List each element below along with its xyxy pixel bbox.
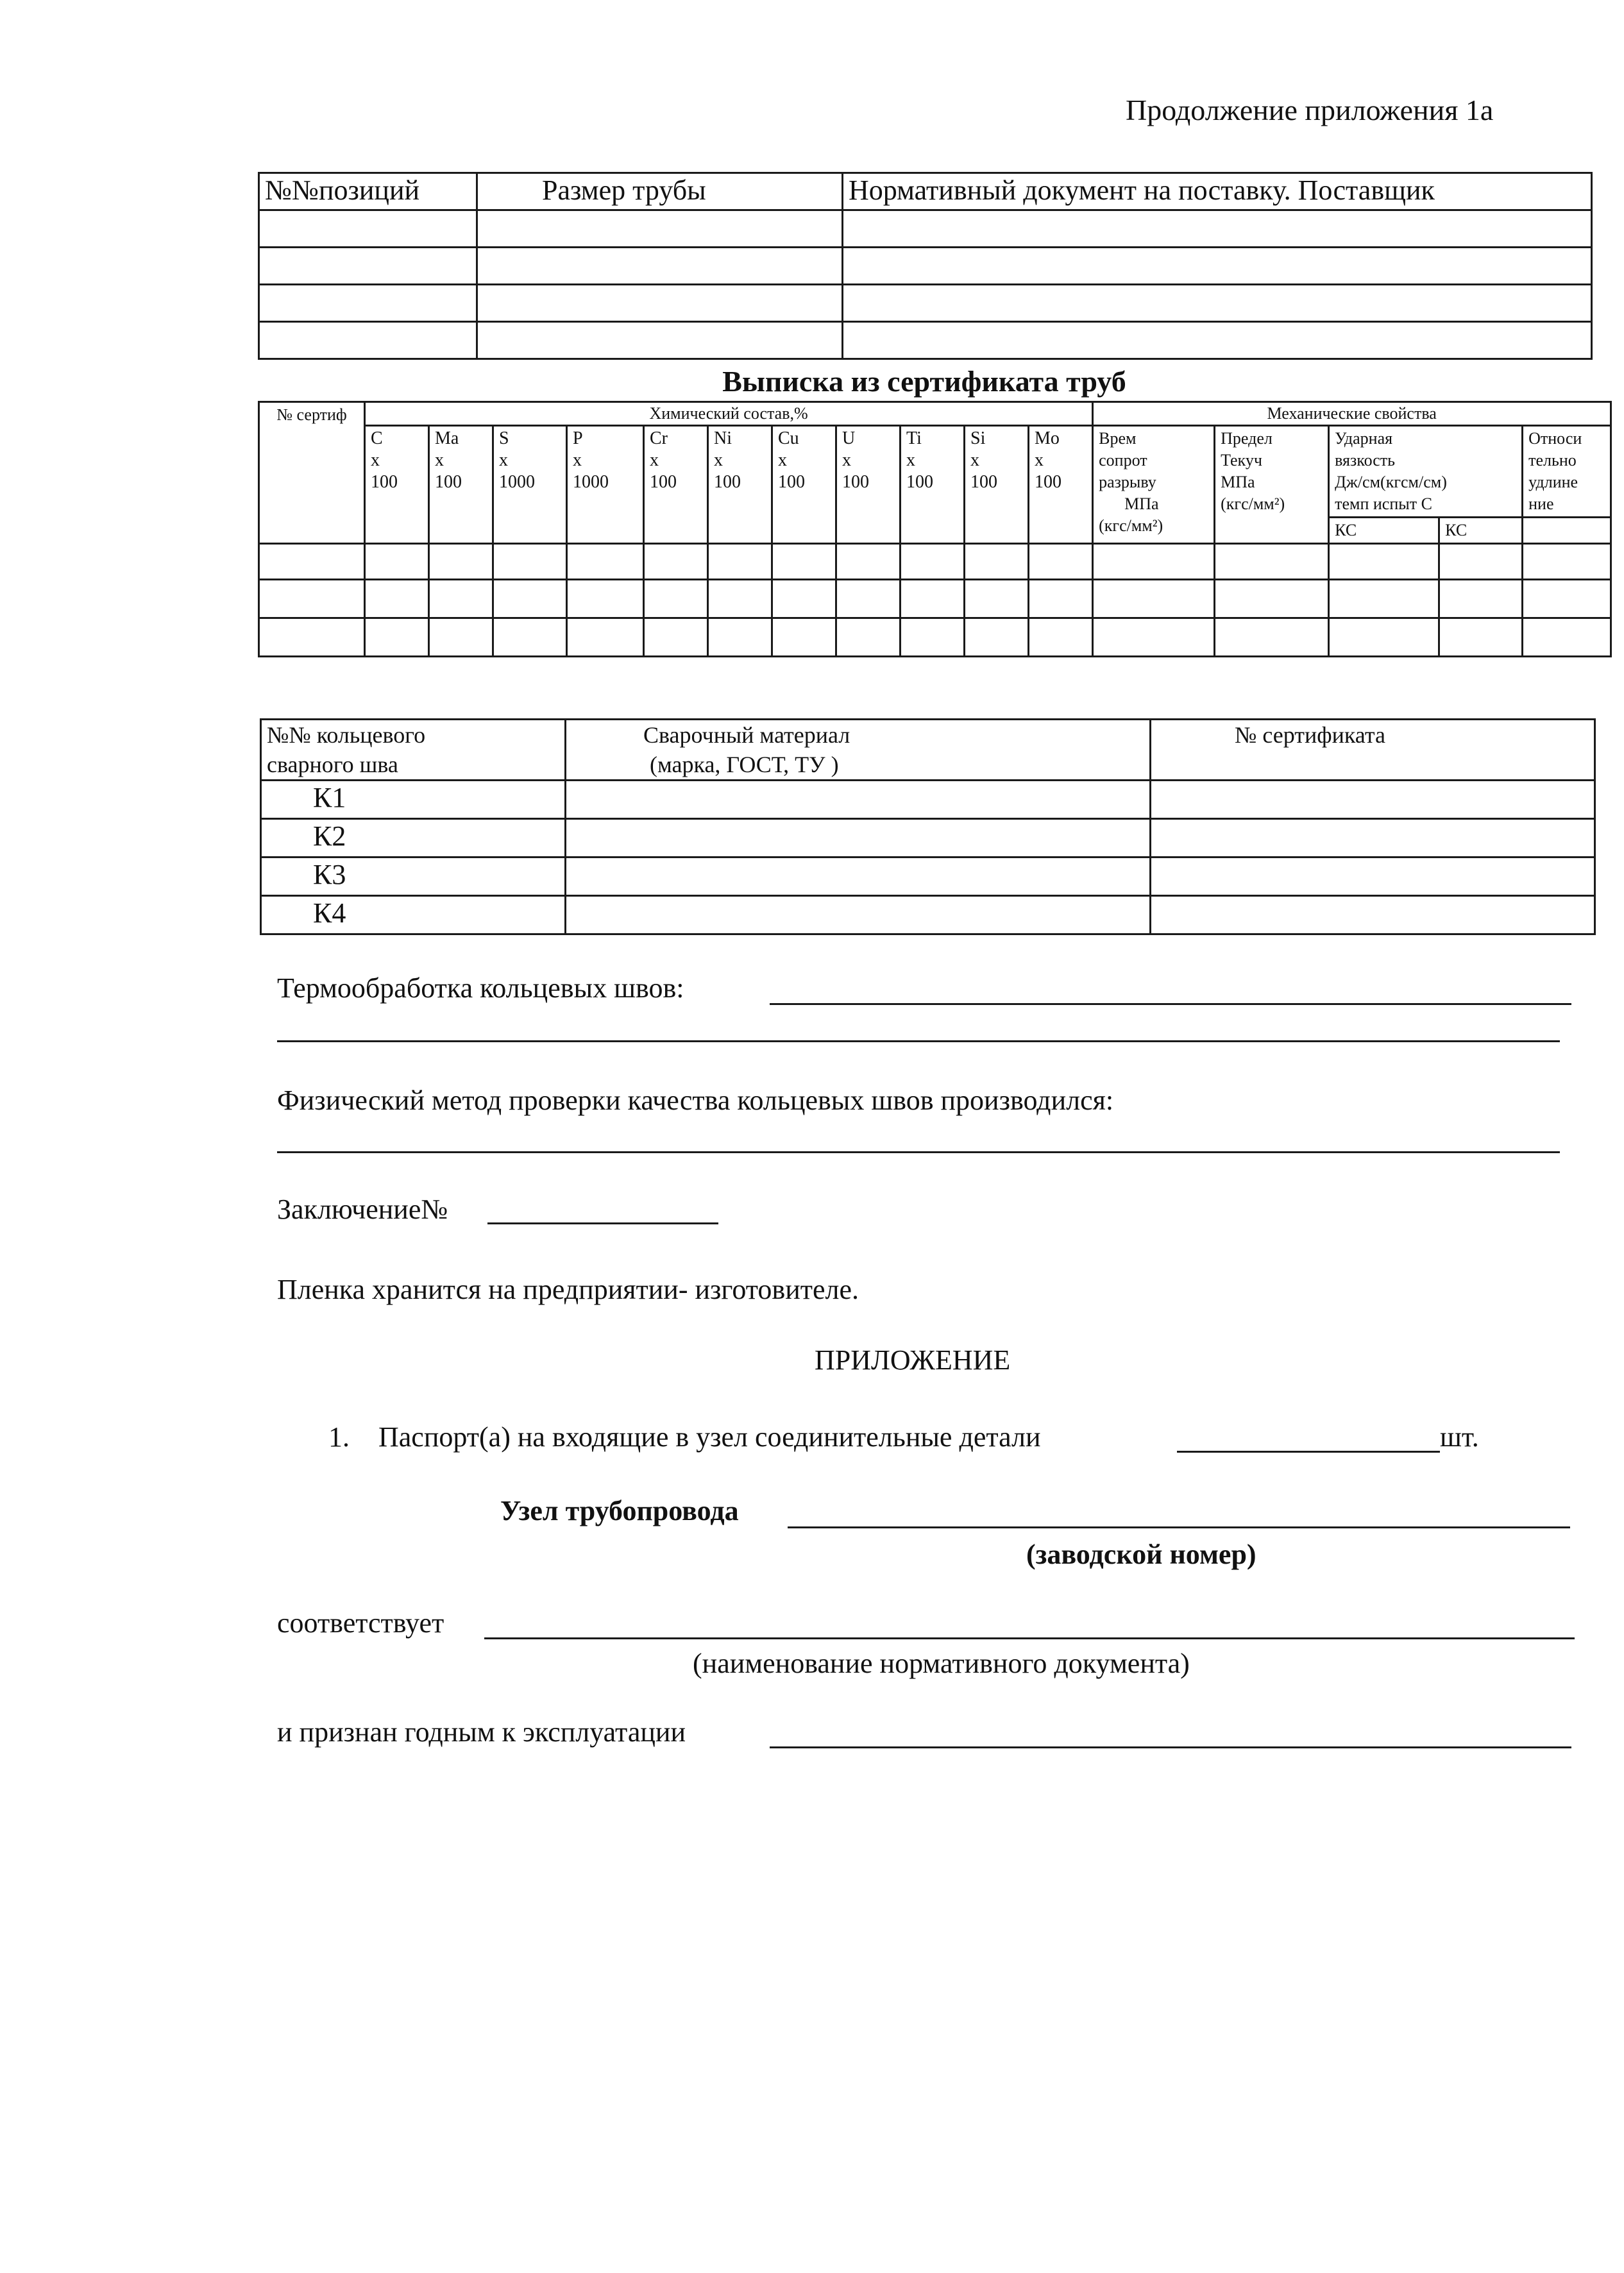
table-row: К3 xyxy=(261,858,1595,896)
table-row xyxy=(259,322,1592,359)
element-u-header: U х 100 xyxy=(836,426,901,544)
element-si-header: Si х 100 xyxy=(965,426,1029,544)
node-serial-caption: (заводской номер) xyxy=(1026,1539,1256,1570)
element-c-header: С х 100 xyxy=(365,426,429,544)
certificate-number-header: № сертиф xyxy=(276,405,347,424)
element-ti-header: Ti х 100 xyxy=(901,426,965,544)
table-row xyxy=(259,248,1592,285)
mechanical-properties-header: Механические свойства xyxy=(1093,402,1611,426)
fit-for-operation-field[interactable] xyxy=(770,1746,1571,1748)
node-serial-field[interactable] xyxy=(788,1526,1570,1528)
impact-toughness-header: Ударная вязкость Дж/см(кгсм/см) темп испыт С xyxy=(1329,426,1523,518)
welds-table xyxy=(260,718,1596,935)
fit-for-operation-label: и признан годным к эксплуатации xyxy=(277,1716,686,1748)
table-row: К4 xyxy=(261,896,1595,934)
table-row xyxy=(259,544,1611,580)
conclusion-label: Заключение№ xyxy=(277,1194,448,1225)
kc-header: КС xyxy=(1329,518,1439,544)
table-row xyxy=(259,210,1592,248)
heat-treatment-field[interactable] xyxy=(770,1003,1571,1005)
column-header-positions: №№позиций xyxy=(259,173,477,210)
appendix-item-text: Паспорт(а) на входящие в узел соединительные детали xyxy=(378,1421,1041,1453)
heat-treatment-field-continued[interactable] xyxy=(277,1040,1560,1042)
certificate-table xyxy=(258,401,1612,657)
elongation-header: Относи тельно удлине ние xyxy=(1523,426,1611,518)
weld-number-header: №№ кольцевого сварного шва xyxy=(261,720,566,781)
certificate-table-title: Выписка из сертификата труб xyxy=(722,365,1126,398)
corresponds-label: соответствует xyxy=(277,1607,444,1639)
element-s-header: S х 1000 xyxy=(493,426,567,544)
table-row xyxy=(259,285,1592,322)
table-row: К1 xyxy=(261,781,1595,819)
element-cu-header: Cu х 100 xyxy=(772,426,836,544)
element-mo-header: Mo х 100 xyxy=(1029,426,1093,544)
conclusion-number-field[interactable] xyxy=(487,1222,718,1224)
kc-header: КС xyxy=(1439,518,1523,544)
standard-document-caption: (наименование нормативного документа) xyxy=(693,1648,1190,1679)
chemical-composition-header: Химический состав,% xyxy=(365,402,1093,426)
continuation-header: Продолжение приложения 1а xyxy=(1126,94,1494,126)
physical-method-label: Физический метод проверки качества кольцевых швов производился: xyxy=(277,1085,1114,1116)
parts-unit: шт. xyxy=(1440,1421,1479,1453)
certificate-number-header: № сертификата xyxy=(1151,720,1595,781)
standard-document-field[interactable] xyxy=(484,1637,1575,1639)
element-mn-header: Ма х 100 xyxy=(429,426,493,544)
node-label: Узел трубопровода xyxy=(500,1495,739,1526)
yield-strength-header: Предел Текуч МПа (кгс/мм²) xyxy=(1215,426,1329,544)
appendix-item-number: 1. xyxy=(328,1421,350,1453)
welding-material-header: Сварочный материал (марка, ГОСТ, ТУ ) xyxy=(566,720,1151,781)
tensile-strength-header: Врем сопрот разрыву МПа (кгс/мм²) xyxy=(1093,426,1215,544)
appendix-title: ПРИЛОЖЕНИЕ xyxy=(815,1344,1011,1376)
film-storage-note: Пленка хранится на предприятии- изготовителе. xyxy=(277,1274,859,1305)
table-row: К2 xyxy=(261,819,1595,858)
heat-treatment-label: Термообработка кольцевых швов: xyxy=(277,972,684,1004)
table-row xyxy=(259,580,1611,618)
element-p-header: P х 1000 xyxy=(567,426,644,544)
parts-count-field[interactable] xyxy=(1177,1451,1440,1453)
column-header-pipe-size: Размер трубы xyxy=(477,173,843,210)
column-header-standard-document: Нормативный документ на поставку. Поставщик xyxy=(843,173,1592,210)
element-ni-header: Ni х 100 xyxy=(708,426,772,544)
physical-method-field[interactable] xyxy=(277,1151,1560,1153)
positions-table xyxy=(258,172,1593,360)
element-cr-header: Cr х 100 xyxy=(644,426,708,544)
table-row xyxy=(259,618,1611,657)
